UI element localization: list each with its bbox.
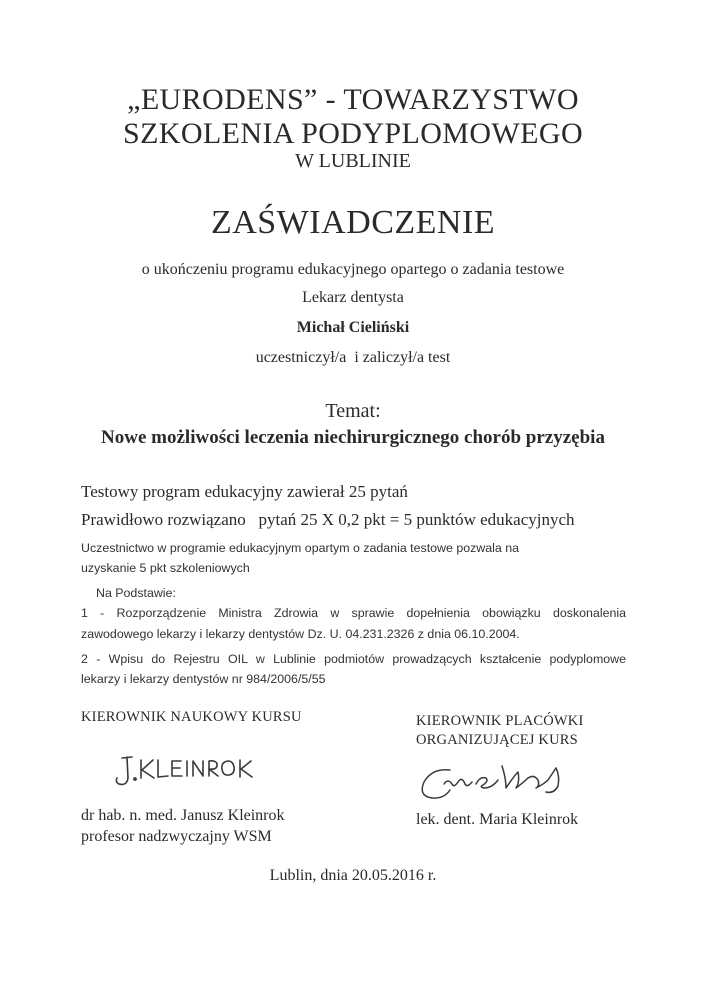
score-line: Prawidłowo rozwiązano pytań 25 X 0,2 pkt = 5 punktów edukacyjnych <box>81 510 575 529</box>
legal-item-2-line2: lekarzy i lekarzy dentystów nr 984/2006/5/55 <box>81 672 326 686</box>
questions-count-line: Testowy program edukacyjny zawierał 25 pytań <box>81 482 408 501</box>
legal-basis-label: Na Podstawie: <box>96 586 176 600</box>
facility-director-name: lek. dent. Maria Kleinrok <box>416 811 579 828</box>
legal-item-2-line1: 2 - Wpisu do Rejestru OIL w Lublinie podmiotów prowadzących kształcenie podyplomowe <box>81 652 626 666</box>
legal-item-1-line2: zawodowego lekarzy i lekarzy dentystów Dz. U. 04.231.2326 z dnia 06.10.2004. <box>81 627 520 641</box>
profession: Lekarz dentysta <box>302 289 404 306</box>
program-description: o ukończeniu programu edukacyjnego opartego o zadania testowe <box>141 261 565 278</box>
left-signature <box>108 748 278 794</box>
topic-label: Temat: <box>325 400 381 422</box>
credits-statement-line2: uzyskanie 5 pkt szkoleniowych <box>81 561 250 575</box>
organization-name-line2: SZKOLENIA PODYPLOMOWEGO <box>122 117 584 150</box>
place-and-date: Lublin, dnia 20.05.2016 r. <box>269 867 437 884</box>
facility-director-role-line1: KIEROWNIK PLACÓWKI <box>416 713 584 729</box>
right-signature <box>410 752 600 812</box>
credits-statement-line1: Uczestnictwo w programie edukacyjnym opartym o zadania testowe pozwala na <box>81 541 520 555</box>
participant-name: Michał Cieliński <box>296 319 410 336</box>
completion-statement: uczestniczył/a i zaliczył/a test <box>255 349 451 366</box>
scientific-director-title: profesor nadzwyczajny WSM <box>81 828 272 845</box>
legal-item-1-line1: 1 - Rozporządzenie Ministra Zdrowia w sprawie dopełnienia obowiązku doskonalenia <box>81 606 626 620</box>
document-title: ZAŚWIADCZENIE <box>210 204 496 241</box>
organization-name-line1: „EURODENS” - TOWARZYSTWO <box>127 83 579 116</box>
scientific-director-role: KIEROWNIK NAUKOWY KURSU <box>81 709 302 725</box>
topic-title: Nowe możliwości leczenia niechirurgicznego chorób przyzębia <box>101 427 605 448</box>
scientific-director-name: dr hab. n. med. Janusz Kleinrok <box>81 807 285 824</box>
organization-city: W LUBLINIE <box>295 150 411 172</box>
facility-director-role-line2: ORGANIZUJĄCEJ KURS <box>416 732 578 748</box>
